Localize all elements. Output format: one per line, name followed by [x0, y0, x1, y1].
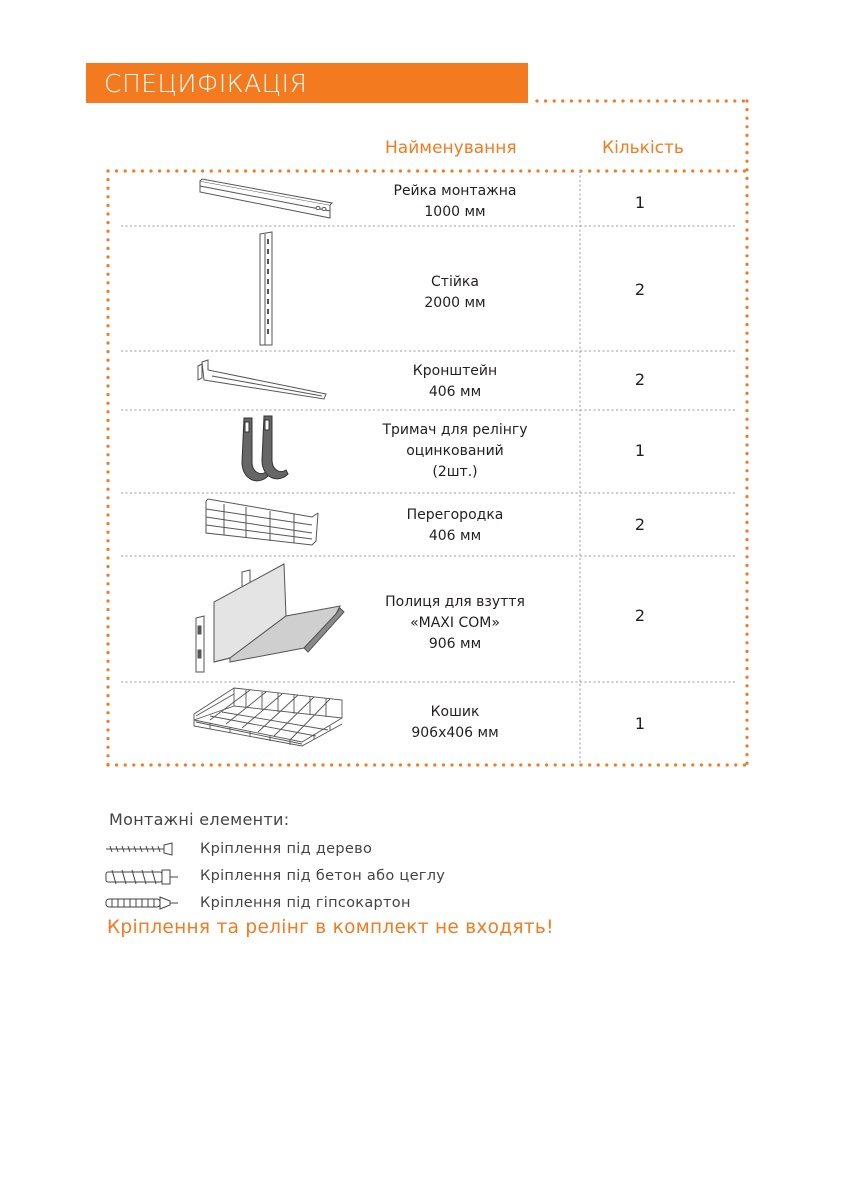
basket-icon — [190, 684, 352, 748]
row-4-qty: 1 — [634, 441, 646, 460]
concrete-anchor-icon — [104, 868, 182, 886]
drywall-anchor-icon — [104, 896, 182, 910]
upright-icon — [256, 231, 280, 347]
row-1-qty: 1 — [634, 193, 646, 212]
mounting-rail-icon — [198, 178, 338, 223]
mounting-item-drywall: Кріплення під гіпсокартон — [200, 895, 411, 911]
mounting-title: Монтажні елементи: — [109, 810, 290, 829]
mounting-item-wood: Кріплення під дерево — [200, 841, 373, 857]
page-title: СПЕЦИФІКАЦІЯ — [104, 69, 308, 98]
row-5-name: Перегородка 406 мм — [406, 507, 504, 544]
column-header-qty: Кількість — [602, 138, 684, 158]
row-6-name: Полиця для взуття «MAXI COM» 906 мм — [385, 594, 525, 652]
row-4-name: Тримач для релінгу оцинкований (2шт.) — [382, 422, 528, 480]
row-6-qty: 2 — [634, 606, 646, 625]
row-5-qty: 2 — [634, 515, 646, 534]
wood-screw-icon — [104, 842, 182, 856]
rail-holder-icon — [234, 414, 294, 488]
row-2-name: Стійка 2000 мм — [424, 274, 486, 311]
column-header-name: Найменування — [385, 138, 517, 158]
bracket-icon — [192, 358, 332, 403]
shoe-shelf-icon — [190, 562, 350, 676]
row-1-name: Рейка монтажна 1000 мм — [393, 183, 517, 220]
row-3-name: Кронштейн 406 мм — [412, 363, 498, 400]
mounting-item-concrete: Кріплення під бетон або цеглу — [200, 868, 446, 884]
row-7-name: Кошик 906x406 мм — [411, 704, 499, 741]
warning-note: Кріплення та релінг в комплект не входять! — [107, 917, 554, 938]
row-2-qty: 2 — [634, 280, 646, 299]
divider-icon — [200, 497, 322, 549]
row-3-qty: 2 — [634, 370, 646, 389]
row-7-qty: 1 — [634, 714, 646, 733]
